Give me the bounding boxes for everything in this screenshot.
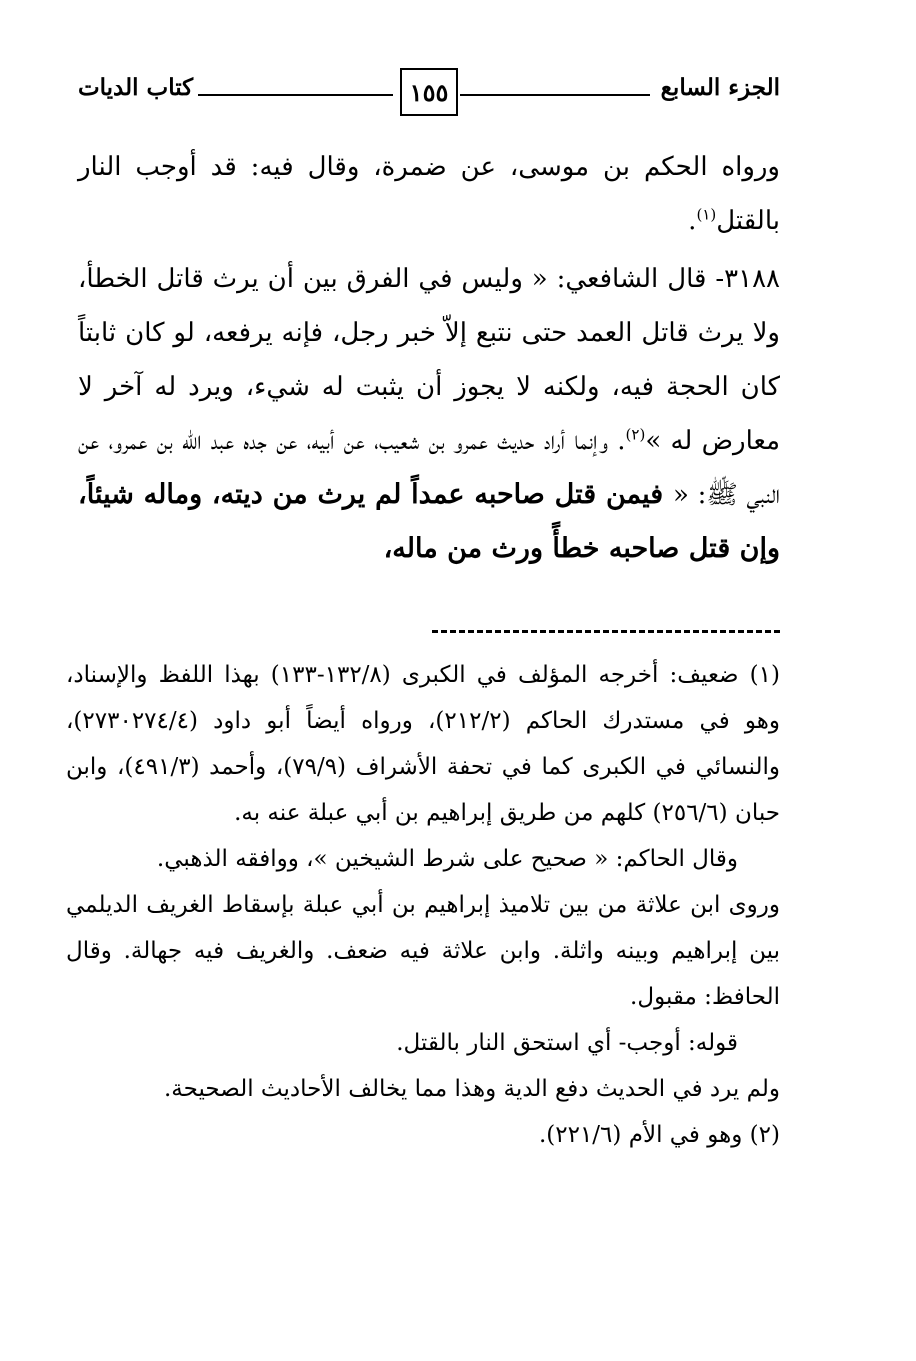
main-text: [78, 140, 780, 576]
footnote-1-main: (١) ضعيف: أخرجه المؤلف في الكبرى (١٣٢/٨-١٣٣) بهذا اللفظ والإسناد، وهو في مستدرك الحاكم (٢١٢/٢)، ورواه أيضاً أبو داود (٢٧٣٠٢٧٤/٤)، والنسائي في الكبرى كما في تحفة الأشراف (٧٩/٩)، وأحمد (٤٩١/٣)، وابن حبان (٢٥٦/٦) كلهم من طريق إبراهيم بن أبي عبلة عنه به.: [66, 662, 781, 826]
footnote-ref-2: (٢): [625, 425, 646, 444]
footnotes: [66, 652, 780, 1158]
footnote-ref-1: (١): [696, 205, 717, 224]
narration-text: ورواه الحكم بن موسى، عن ضمرة، وقال فيه: قد أوجب النار بالقتل: [78, 152, 780, 236]
chapter-title: كتاب الديات: [78, 74, 194, 101]
hadith-chain: . وإنما أراد حديث عمرو بن شعيب، عن أبيه، عن جده عبد الله بن عمرو، عن النبي ﷺ: «: [78, 426, 780, 510]
footnote-1-awjaba: قوله: أوجب- أي استحق النار بالقتل.: [396, 1030, 738, 1056]
paragraph-narration: [78, 140, 780, 248]
footnote-1-hakim: وقال الحاكم: « صحيح على شرط الشيخين »، ووافقه الذهبي.: [156, 846, 738, 872]
footnote-separator: [432, 630, 780, 633]
footnote-2: (٢) وهو في الأم (٢٢١/٦).: [538, 1122, 780, 1148]
header-rule-left: [198, 94, 393, 96]
running-header: [78, 68, 780, 120]
footnote-1-ibn-alatha: وروى ابن علاثة من بين تلاميذ إبراهيم بن أبي عبلة بإسقاط الغريف الديلمي بين إبراهيم وبينه واثلة. وابن علاثة فيه ضعف. والغريف فيه جهالة. وقال الحافظ: مقبول.: [66, 892, 780, 1010]
page-number: [400, 68, 458, 116]
narration-end: .: [688, 206, 697, 236]
shafii-quote: ٣١٨٨- قال الشافعي: « وليس في الفرق بين أن يرث قاتل الخطأ، ولا يرث قاتل العمد حتى نتبع إلاّ خبر رجل، فإنه يرفعه، لو كان ثابتاً كان الحجة فيه، ولكنه لا يجوز أن يثبت له شيء، ويرد له آخر لا معارض له »: [78, 264, 780, 456]
paragraph-3188: [78, 252, 780, 576]
footnote-1-diya: ولم يرد في الحديث دفع الدية وهذا مما يخالف الأحاديث الصحيحة.: [164, 1076, 780, 1102]
volume-title: الجزء السابع: [660, 74, 780, 101]
hadith-text: فيمن قتل صاحبه عمداً لم يرث من ديته، وماله شيئاً، وإن قتل صاحبه خطأً ورث من ماله،: [78, 479, 780, 564]
page-number-text: ١٥٥: [409, 77, 449, 107]
header-rule-right: [460, 94, 650, 96]
